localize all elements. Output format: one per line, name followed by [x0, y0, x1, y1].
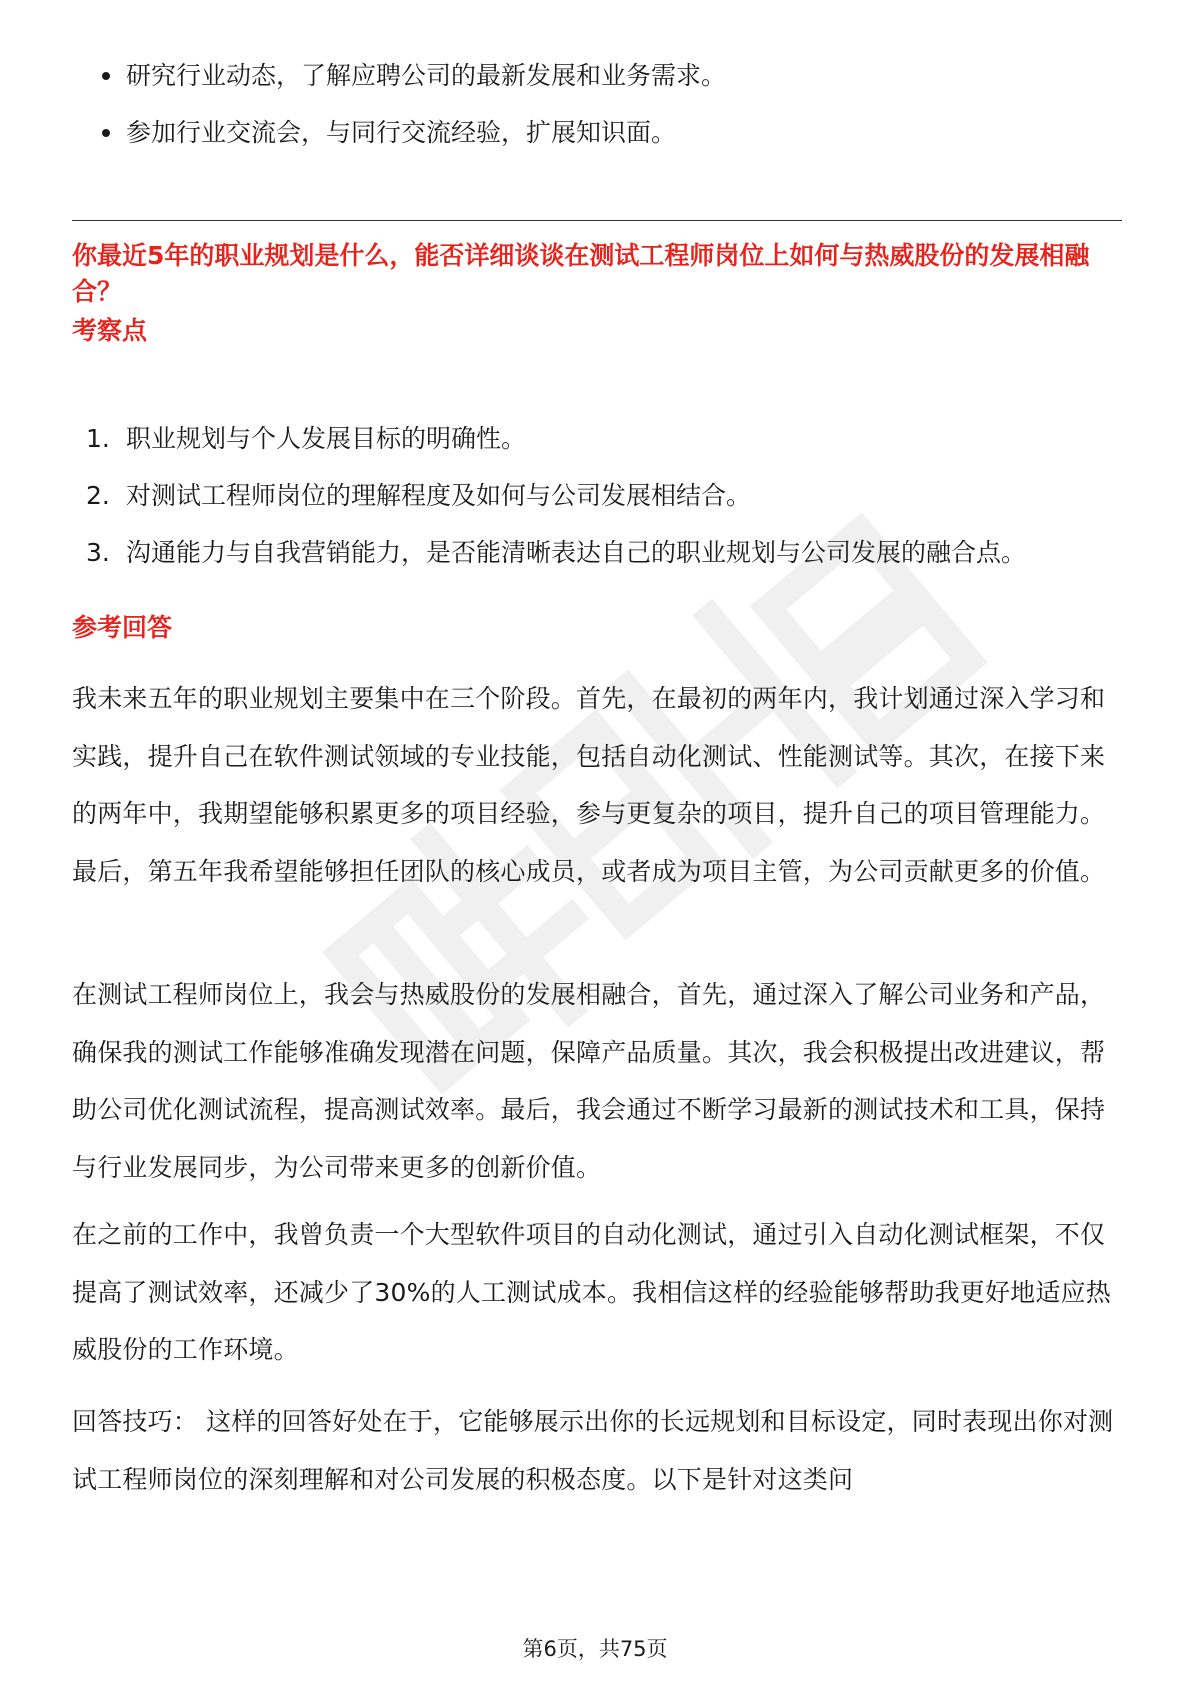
answer-paragraph: 在之前的工作中，我曾负责一个大型软件项目的自动化测试，通过引入自动化测试框架，不仅提高了测试效率，还减少了30%的人工测试成本。我相信这样的经验能够帮助我更好地适应热威股份的工作环境。	[72, 1220, 1111, 1364]
bullet-icon	[102, 129, 110, 137]
list-item	[72, 524, 1122, 581]
page-number-footer: 第6页，共75页	[522, 1637, 668, 1661]
answer-paragraph: 在测试工程师岗位上，我会与热威股份的发展相融合，首先，通过深入了解公司业务和产品，确保我的测试工作能够准确发现潜在问题，保障产品质量。其次，我会积极提出改进建议，帮助公司优化测试流程，提高测试效率。最后，我会通过不断学习最新的测试技术和工具，保持与行业发展同步，为公司带来更多的创新价值。	[72, 980, 1106, 1182]
list-item	[72, 410, 1122, 467]
answer-heading: 参考回答	[72, 613, 173, 642]
list-item	[72, 58, 1122, 94]
bullet-text: 研究行业动态，了解应聘公司的最新发展和业务需求。	[126, 61, 727, 90]
list-item	[72, 115, 1122, 151]
section-divider	[72, 220, 1122, 221]
answer-tips-paragraph: 回答技巧： 这样的回答好处在于，它能够展示出你的长远规划和目标设定，同时表现出你对测试工程师岗位的深刻理解和对公司发展的积极态度。以下是针对这类问	[72, 1407, 1114, 1494]
intro-section	[72, 58, 1122, 172]
key-points-heading: 考察点	[72, 316, 148, 345]
key-points-list	[72, 410, 1122, 581]
list-item-text: 职业规划与个人发展目标的明确性。	[126, 424, 527, 453]
interview-question: 你最近5年的职业规划是什么，能否详细谈谈在测试工程师岗位上如何与热威股份的发展相融合？	[72, 241, 1090, 306]
list-number: 2.	[86, 481, 110, 510]
list-item-text: 对测试工程师岗位的理解程度及如何与公司发展相结合。	[126, 481, 752, 510]
list-number: 1.	[86, 424, 110, 453]
bullet-text: 参加行业交流会，与同行交流经验，扩展知识面。	[126, 118, 677, 147]
bullet-icon	[102, 72, 110, 80]
list-number: 3.	[86, 538, 110, 567]
answer-paragraph: 我未来五年的职业规划主要集中在三个阶段。首先，在最初的两年内，我计划通过深入学习和实践，提升自己在软件测试领域的专业技能，包括自动化测试、性能测试等。其次，在接下来的两年中，我期望能够积累更多的项目经验，参与更复杂的项目，提升自己的项目管理能力。最后，第五年我希望能够担任团队的核心成员，或者成为项目主管，为公司贡献更多的价值。	[72, 684, 1106, 886]
intro-bullet-list	[72, 58, 1122, 151]
list-item	[72, 467, 1122, 524]
list-item-text: 沟通能力与自我营销能力，是否能清晰表达自己的职业规划与公司发展的融合点。	[126, 538, 1027, 567]
